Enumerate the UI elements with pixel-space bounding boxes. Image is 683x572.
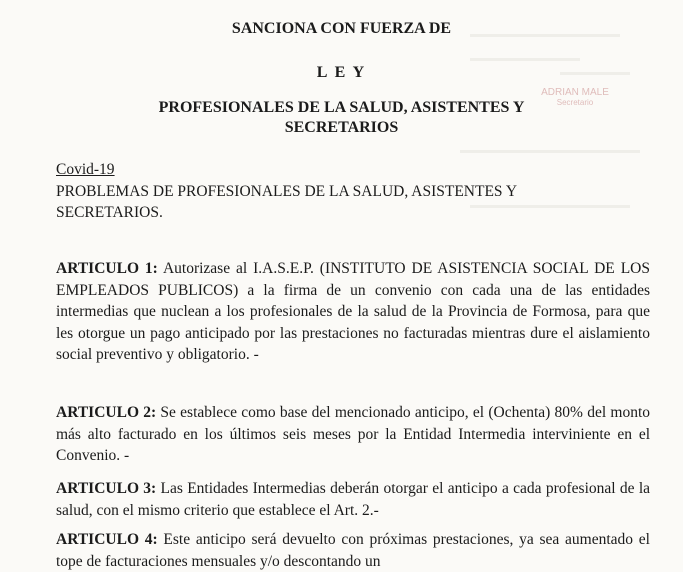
article-2-text: Se establece como base del mencionado anticipo, el (Ochenta) 80% del monto más alto facturado en los últimos seis meses por la Entidad Intermedia interviniente en el Convenio. - (56, 404, 650, 464)
sanciona-heading: SANCIONA CON FUERZA DE (231, 20, 452, 37)
secretary-stamp (536, 88, 614, 108)
article-1 (56, 258, 650, 366)
article-1-text: Autorizase al I.A.S.E.P. (INSTITUTO DE ASISTENCIA SOCIAL DE LOS EMPLEADOS PUBLICOS) a la firma de un convenio con cada una de las entidades intermedias que nuclean a los profesionales de la salud de la Provincia de Formosa, para que les otorgue un pago anticipado por las prestaciones no facturadas mientras dure el aislamiento social preventivo y obligatorio. - (56, 260, 650, 363)
law-title-line-2: SECRETARIOS (284, 119, 399, 136)
article-4 (56, 529, 650, 572)
article-2 (56, 402, 650, 467)
bleed-through-line (460, 150, 640, 153)
article-4-label: ARTICULO 4: (56, 531, 158, 548)
bleed-through-line (470, 58, 580, 61)
law-title-line-1: PROFESIONALES DE LA SALUD, ASISTENTES Y (158, 99, 525, 116)
ley-heading: L E Y (316, 64, 367, 81)
stamp-role: Secretario (556, 98, 594, 107)
subject-text: PROBLEMAS DE PROFESIONALES DE LA SALUD, ASISTENTES Y SECRETARIOS. (56, 182, 517, 221)
article-3 (56, 478, 650, 521)
article-2-label: ARTICULO 2: (56, 404, 157, 421)
subject-block (56, 159, 650, 224)
article-1-label: ARTICULO 1: (56, 260, 158, 277)
article-3-label: ARTICULO 3: (56, 480, 157, 497)
stamp-name: ADRIAN MALE (541, 87, 609, 98)
subject-label: Covid-19 (56, 161, 115, 178)
article-3-text: Las Entidades Intermedias deberán otorgar el anticipo a cada profesional de la salud, con el mismo criterio que establece el Art. 2.- (56, 480, 651, 519)
article-4-text: Este anticipo será devuelto con próximas prestaciones, ya sea aumentado el tope de facturaciones mensuales y/o descontando un (56, 531, 650, 570)
